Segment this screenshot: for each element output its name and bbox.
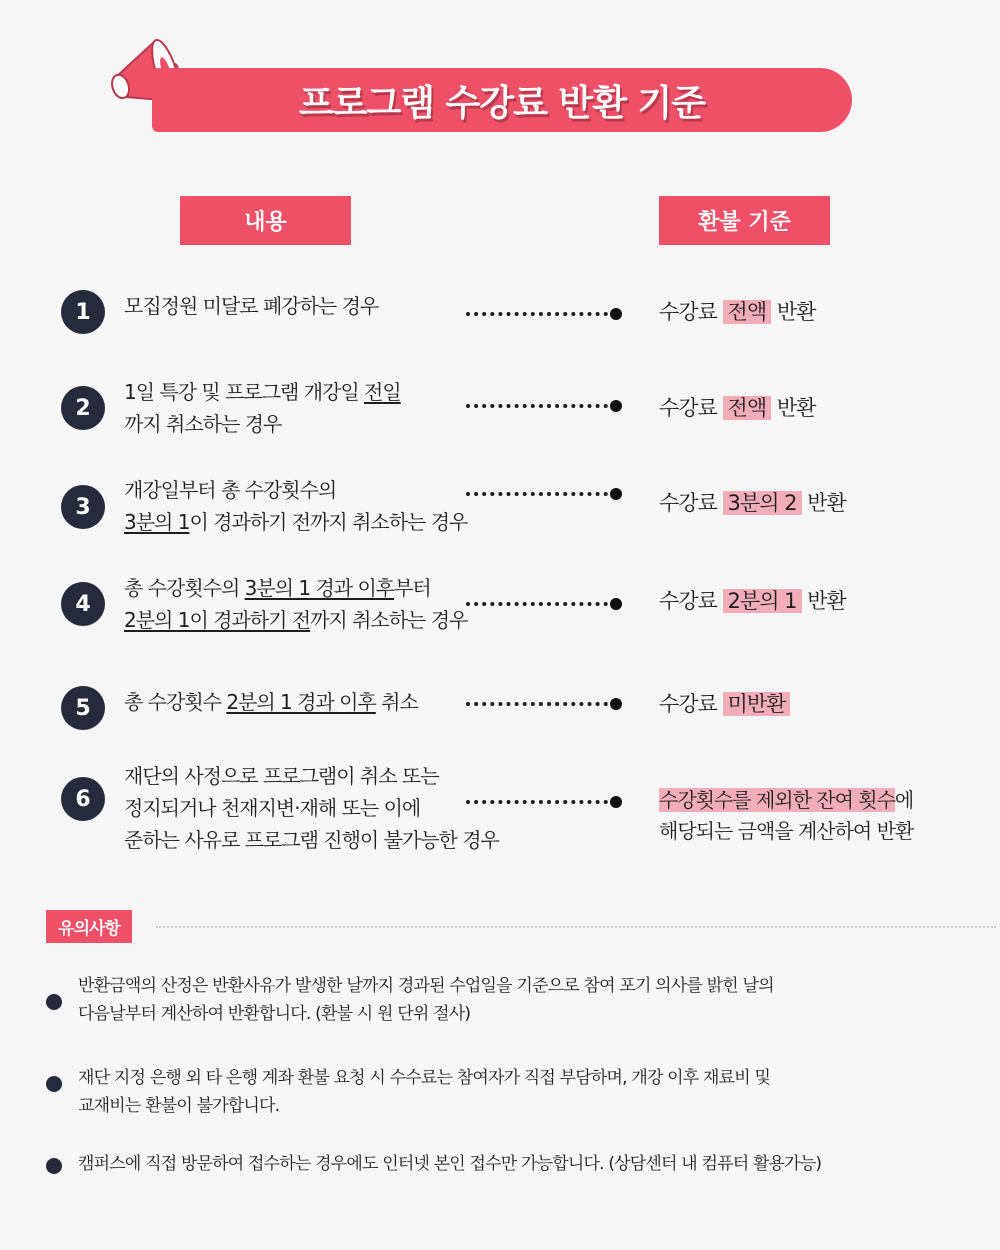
connector-end-dot [610, 698, 622, 710]
refund-line: 해당되는 금액을 계산하여 반환 [659, 819, 914, 843]
description-text: 총 수강횟수의 [124, 576, 245, 600]
rule-description [124, 572, 467, 636]
connector-end-dot [610, 400, 622, 412]
connector-dotted-line [466, 492, 616, 496]
underlined-text: 2분의 1 경과 이후 [226, 690, 376, 714]
column-header-refund: 환불 기준 [659, 196, 830, 245]
refund-highlight: 전액 [723, 396, 772, 420]
row-number-badge: 2 [61, 386, 105, 430]
refund-highlight: 미반환 [723, 692, 791, 716]
refund-suffix: 반환 [776, 396, 816, 420]
description-text: 까지 취소하는 경우 [124, 412, 282, 436]
refund-prefix: 수강료 [659, 396, 717, 420]
refund-suffix: 반환 [776, 300, 816, 324]
row-number-badge: 3 [61, 485, 105, 529]
connector-dotted-line [466, 602, 616, 606]
underlined-text: 전일 [364, 380, 401, 404]
description-text: 개강일부터 총 수강횟수의 [124, 478, 337, 502]
refund-highlight: 전액 [723, 300, 772, 324]
description-line [124, 824, 499, 856]
description-line [124, 506, 467, 538]
row-number-badge: 6 [61, 777, 105, 821]
description-line [124, 760, 499, 792]
connector-dotted-line [466, 404, 616, 408]
rule-description [124, 290, 378, 322]
refund-highlight: 3분의 2 [723, 491, 802, 515]
bullet-icon [46, 1076, 62, 1092]
note-line: 캠퍼스에 직접 방문하여 접수하는 경우에도 인터넷 본인 접수만 가능합니다. (상담센터 내 컴퓨터 활용가능) [78, 1154, 822, 1174]
description-text: 이 경과하기 전까지 취소하는 경우 [189, 510, 468, 534]
column-header-content: 내용 [180, 196, 351, 245]
notes-tag: 유의사항 [46, 910, 132, 943]
refund-prefix: 수강료 [659, 300, 717, 324]
note-text [78, 1064, 770, 1120]
bullet-icon [46, 1158, 62, 1174]
refund-suffix: 에 [894, 788, 914, 812]
description-line [124, 686, 418, 718]
connector-dotted-line [466, 312, 616, 316]
refund-suffix: 반환 [807, 491, 846, 515]
connector-end-dot [610, 598, 622, 610]
refund-criterion [659, 688, 790, 720]
rule-description [124, 376, 401, 440]
note-text [78, 972, 774, 1028]
description-text: 총 수강횟수 [124, 690, 227, 714]
refund-criterion [659, 487, 846, 519]
row-number-badge: 1 [61, 290, 105, 334]
description-line [124, 408, 401, 440]
description-line [124, 290, 378, 322]
refund-highlight: 2분의 1 [723, 589, 802, 613]
connector-dotted-line [466, 702, 616, 706]
connector-end-dot [610, 488, 622, 500]
connector-end-dot [610, 308, 622, 320]
row-number-badge: 4 [61, 582, 105, 626]
notes-divider [156, 926, 996, 928]
description-text: 취소 [375, 690, 418, 714]
description-text: 준하는 사유로 프로그램 진행이 불가능한 경우 [124, 828, 499, 852]
note-line: 교재비는 환불이 불가합니다. [78, 1096, 280, 1116]
bullet-icon [46, 994, 62, 1010]
description-text: 재단의 사정으로 프로그램이 취소 또는 [124, 764, 439, 788]
refund-prefix: 수강료 [659, 589, 717, 613]
note-text [78, 1150, 821, 1178]
refund-criterion [659, 296, 815, 328]
page-title: 프로그램 수강료 반환 기준 [298, 82, 706, 124]
description-text: 부터 [394, 576, 431, 600]
note-line: 반환금액의 산정은 반환사유가 발생한 날까지 경과된 수업일을 기준으로 참여 포기 의사를 밝힌 날의 [78, 976, 774, 996]
connector-dotted-line [466, 800, 616, 804]
rule-description [124, 474, 467, 538]
refund-highlight: 수강횟수를 제외한 잔여 횟수 [659, 788, 895, 812]
note-line: 다음날부터 계산하여 반환합니다. (환불 시 원 단위 절사) [78, 1004, 471, 1024]
refund-criterion [659, 392, 815, 424]
title-banner [152, 68, 852, 132]
refund-criterion [659, 785, 913, 847]
underlined-text: 3분의 1 [124, 510, 190, 534]
refund-criterion [659, 585, 846, 617]
description-text: 까지 취소하는 경우 [310, 608, 468, 632]
description-text: 정지되거나 천재지변·재해 또는 이에 [124, 796, 421, 820]
rule-description [124, 760, 499, 856]
description-line [124, 572, 467, 604]
note-line: 재단 지정 은행 외 타 은행 계좌 환불 요청 시 수수료는 참여자가 직접 부담하며, 개강 이후 재료비 및 [78, 1068, 771, 1088]
refund-line [659, 785, 913, 816]
description-line [124, 376, 401, 408]
connector-end-dot [610, 796, 622, 808]
refund-suffix: 반환 [807, 589, 846, 613]
refund-prefix: 수강료 [659, 692, 717, 716]
description-text: 모집정원 미달로 폐강하는 경우 [124, 294, 379, 318]
underlined-text: 3분의 1 경과 이후 [244, 576, 395, 600]
description-text: 1일 특강 및 프로그램 개강일 [124, 380, 365, 404]
rule-description [124, 686, 418, 718]
description-line [124, 604, 467, 636]
refund-prefix: 수강료 [659, 491, 717, 515]
description-line [124, 474, 467, 506]
row-number-badge: 5 [61, 686, 105, 730]
description-line [124, 792, 499, 824]
underlined-text: 2분의 1이 경과하기 전 [124, 608, 311, 632]
